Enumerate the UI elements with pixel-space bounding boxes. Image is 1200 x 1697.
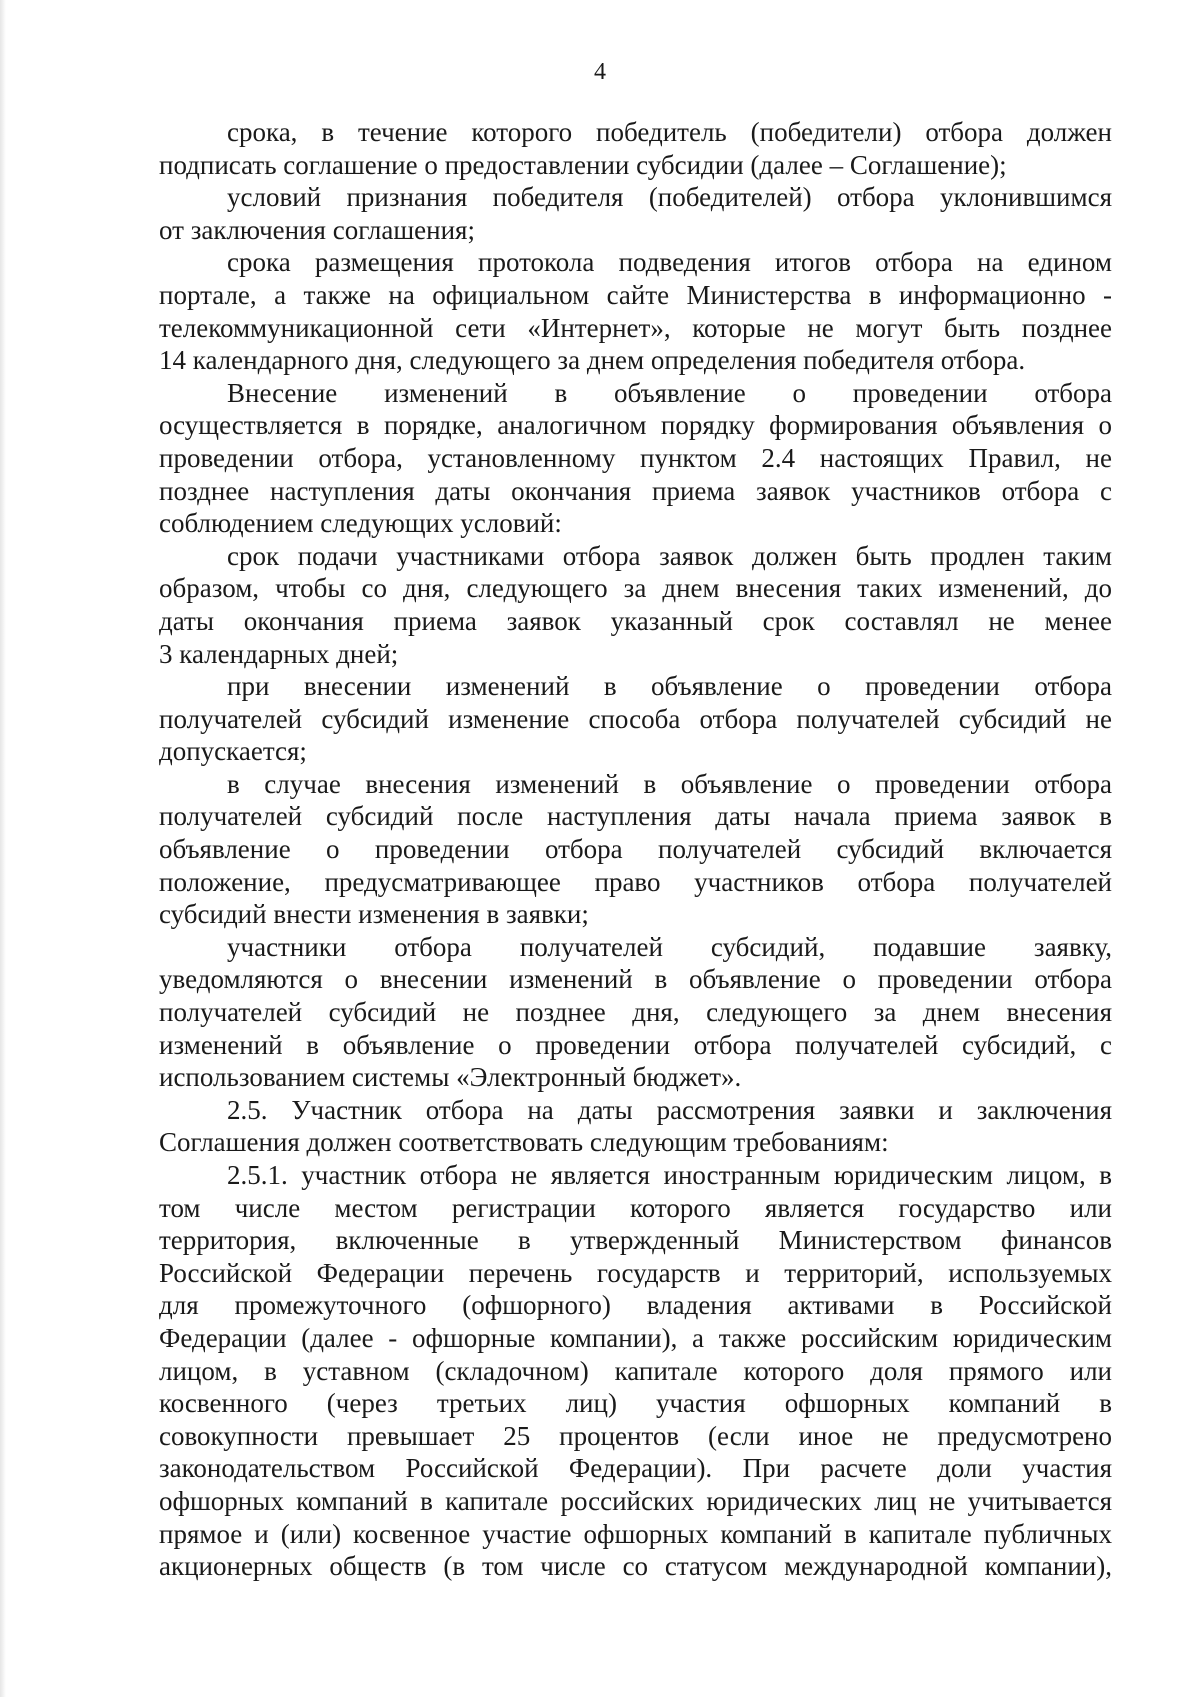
text-line: акционерных обществ (в том числе со статусом международной компании),: [159, 1551, 1112, 1582]
text-line: подписать соглашение о предоставлении субсидии (далее – Соглашение);: [159, 149, 1007, 180]
text-line: Соглашения должен соответствовать следующим требованиям:: [159, 1127, 889, 1158]
text-line: позднее наступления даты окончания приема заявок участников отбора с: [159, 475, 1112, 506]
text-line: получателей субсидий не позднее дня, следующего за днем внесения: [159, 997, 1112, 1028]
text-line: получателей субсидий после наступления даты начала приема заявок в: [159, 801, 1112, 832]
text-line: прямое и (или) косвенное участие офшорных компаний в капитале публичных: [159, 1518, 1112, 1549]
text-line: срока, в течение которого победитель (победители) отбора должен: [227, 117, 1112, 147]
text-line: субсидий внести изменения в заявки;: [159, 899, 589, 930]
text-line: для промежуточного (офшорного) владения активами в Российской: [159, 1290, 1112, 1321]
text-line: в случае внесения изменений в объявление о проведении отбора: [227, 768, 1112, 799]
text-line: телекоммуникационной сети «Интернет», которые не могут быть позднее: [159, 312, 1112, 343]
page-number: 4: [594, 59, 606, 85]
text-line: допускается;: [159, 736, 307, 767]
text-line: изменений в объявление о проведении отбора получателей субсидий, с: [159, 1029, 1112, 1060]
text-line: срока размещения протокола подведения итогов отбора на едином: [227, 247, 1112, 278]
text-line: получателей субсидий изменение способа отбора получателей субсидий не: [159, 703, 1112, 734]
document-body: [159, 116, 1112, 1583]
text-line: совокупности превышает 25 процентов (если иное не предусмотрено: [159, 1420, 1112, 1451]
text-line: осуществляется в порядке, аналогичном порядку формирования объявления о: [159, 410, 1112, 441]
text-line: 14 календарного дня, следующего за днем определения победителя отбора.: [159, 345, 1026, 376]
text-line: Российской Федерации перечень государств и территорий, используемых: [159, 1257, 1112, 1288]
text-line: офшорных компаний в капитале российских юридических лиц не учитывается: [159, 1485, 1112, 1516]
text-line: использованием системы «Электронный бюджет».: [159, 1062, 742, 1093]
text-line: образом, чтобы со дня, следующего за днем внесения таких изменений, до: [159, 573, 1112, 604]
text-line: даты окончания приема заявок указанный срок составлял не менее: [159, 605, 1112, 636]
text-line: при внесении изменений в объявление о проведении отбора: [227, 671, 1112, 702]
text-line: проведении отбора, установленному пунктом 2.4 настоящих Правил, не: [159, 442, 1112, 473]
text-line: территория, включенные в утвержденный Министерством финансов: [159, 1225, 1112, 1256]
text-line: условий признания победителя (победителей) отбора уклонившимся: [227, 182, 1112, 213]
scan-edge: [0, 0, 6, 1697]
text-line: соблюдением следующих условий:: [159, 508, 562, 539]
text-line: лицом, в уставном (складочном) капитале которого доля прямого или: [159, 1355, 1112, 1386]
text-line: участники отбора получателей субсидий, подавшие заявку,: [227, 931, 1112, 962]
text-line: положение, предусматривающее право участников отбора получателей: [159, 866, 1112, 897]
text-line: том числе местом регистрации которого является государство или: [159, 1192, 1112, 1223]
text-line: 2.5. Участник отбора на даты рассмотрения заявки и заключения: [227, 1094, 1112, 1125]
text-line: срок подачи участниками отбора заявок должен быть продлен таким: [227, 540, 1112, 571]
text-line: Внесение изменений в объявление о проведении отбора: [227, 377, 1112, 408]
text-line: от заключения соглашения;: [159, 214, 475, 245]
text-line: 2.5.1. участник отбора не является иностранным юридическим лицом, в: [227, 1160, 1112, 1190]
text-line: объявление о проведении отбора получателей субсидий включается: [159, 834, 1112, 865]
text-line: портале, а также на официальном сайте Министерства в информационно -: [159, 279, 1112, 310]
text-line: 3 календарных дней;: [159, 638, 399, 669]
text-line: уведомляются о внесении изменений в объявление о проведении отбора: [159, 964, 1112, 995]
text-line: законодательством Российской Федерации). При расчете доли участия: [159, 1453, 1112, 1484]
text-line: Федерации (далее - офшорные компании), а также российским юридическим: [159, 1322, 1112, 1353]
text-line: косвенного (через третьих лиц) участия офшорных компаний в: [159, 1388, 1112, 1419]
